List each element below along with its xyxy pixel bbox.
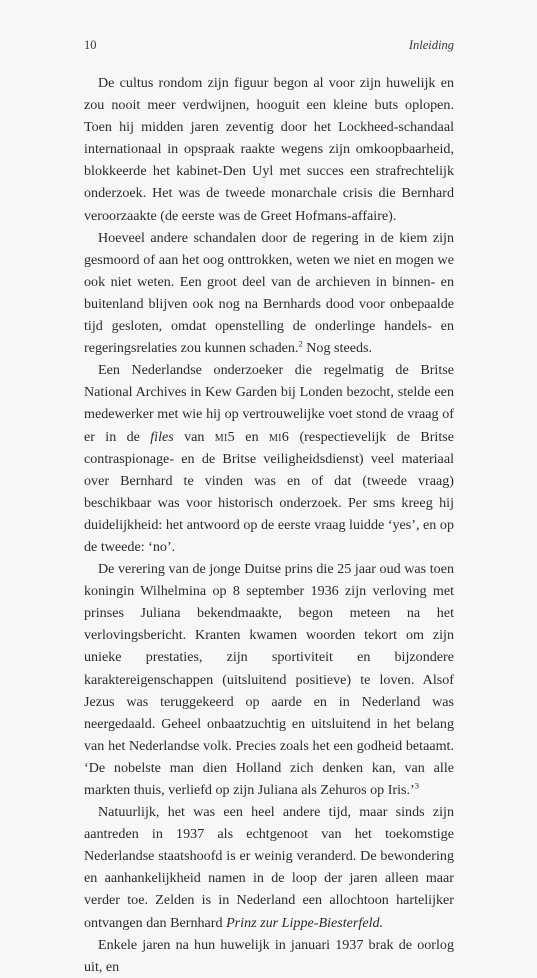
body-text <box>84 72 454 978</box>
paragraph-6 <box>84 934 454 978</box>
paragraph-3-text-b: van <box>173 428 215 445</box>
page-header <box>84 38 454 53</box>
paragraph-3-text: Een Nederlandse onderzoeker die regelmatig de Britse National Archives in Kew Garden bij Londen bezocht, stelde een medewerker met wie hij op vertrouwelijke voet stond de vraag of er in de <box>84 362 454 445</box>
page-number: 10 <box>84 38 97 52</box>
italic-prinz-name: Prinz zur Lippe-Biesterfeld. <box>226 914 384 931</box>
italic-files: files <box>150 428 174 445</box>
paragraph-6-text: Enkele jaren na hun huwelijk in januari 1937 brak de oorlog uit, en <box>84 936 454 975</box>
paragraph-1 <box>84 72 454 227</box>
paragraph-2 <box>84 227 454 360</box>
paragraph-5-text: Natuurlijk, het was een heel andere tijd, maar sinds zijn aantreden in 1937 als echtgenoot van het toekomstige Nederlandse staatshoofd is er weinig veranderd. De bewondering en aanhankelijkheid namen in de loop der jaren alleen maar verder toe. Zelden is in Nederland een allochtoon hartelijker ontvangen dan Bernhard <box>84 804 454 931</box>
paragraph-3 <box>84 359 454 558</box>
smallcaps-mi6: mi6 <box>268 428 290 445</box>
paragraph-2-text: Hoeveel andere schandalen door de regering in de kiem zijn gesmoord of aan het oog onttrokken, weten we niet en mogen we ook niet weten. Een groot deel van de archieven in binnen- en buitenland blijven ook nog na Bernhards dood voor onbepaalde tijd gesloten, omdat openstelling de onderlinge handels- en regeringsrelaties zou kunnen schaden. <box>84 229 454 357</box>
smallcaps-mi5: mi5 <box>214 428 235 445</box>
paragraph-1-text: De cultus rondom zijn figuur begon al voor zijn huwelijk en zou nooit meer verdwijnen, hooguit een kleine buts oplopen. Toen hij midden jaren zeventig door het Lockheed-schandaal internationaal in opspraak raakte wegens zijn omkoopbaarheid, blokkeerde het kabinet-Den Uyl met succes een strafrechtelijk onderzoek. Het was de tweede monarchale crisis die Bernhard veroorzaakte (de eerste was de Greet Hofmans-affaire). <box>84 75 454 224</box>
footnote-ref-3[interactable]: 3 <box>414 780 419 791</box>
running-head: Inleiding <box>408 38 454 52</box>
paragraph-3-text-c: en <box>234 428 269 445</box>
footnote-ref-2[interactable]: 2 <box>298 338 303 349</box>
paragraph-5 <box>84 801 454 934</box>
paragraph-2-tail: Nog steeds. <box>302 340 373 357</box>
paragraph-4-text: De verering van de jonge Duitse prins die 25 jaar oud was toen koningin Wilhelmina op 8 september 1936 zijn verloving met prinses Juliana bekendmaakte, begon meteen na het verlovingsbericht. Kranten kwamen woorden tekort om zijn unieke prestaties, zijn sportiviteit en bijzondere karaktereigenschappen (uitsluitend positieve) te loven. Alsof Jezus was teruggekeerd op aarde en in Nederland was neergedaald. Geheel onbaatzuchtig en uitsluitend in het belang van het Nederlandse volk. Precies zoals het een godheid betaamt. ‘De nobelste man dien Holland zich denken kan, van alle markten thuis, verliefd op zijn Juliana als Zehuros op Iris.’ <box>84 561 454 798</box>
paragraph-3-text-d: (respectievelijk de Britse contraspionage- en de Britse veiligheidsdienst) veel materiaal over Bernhard te vinden was en of dat (tweede vraag) beschikbaar was voor historisch onderzoek. Per sms kreeg hij duidelijkheid: het antwoord op de eerste vraag luidde ‘yes’, en op de tweede: ‘no’. <box>84 428 455 555</box>
paragraph-4 <box>84 558 454 801</box>
